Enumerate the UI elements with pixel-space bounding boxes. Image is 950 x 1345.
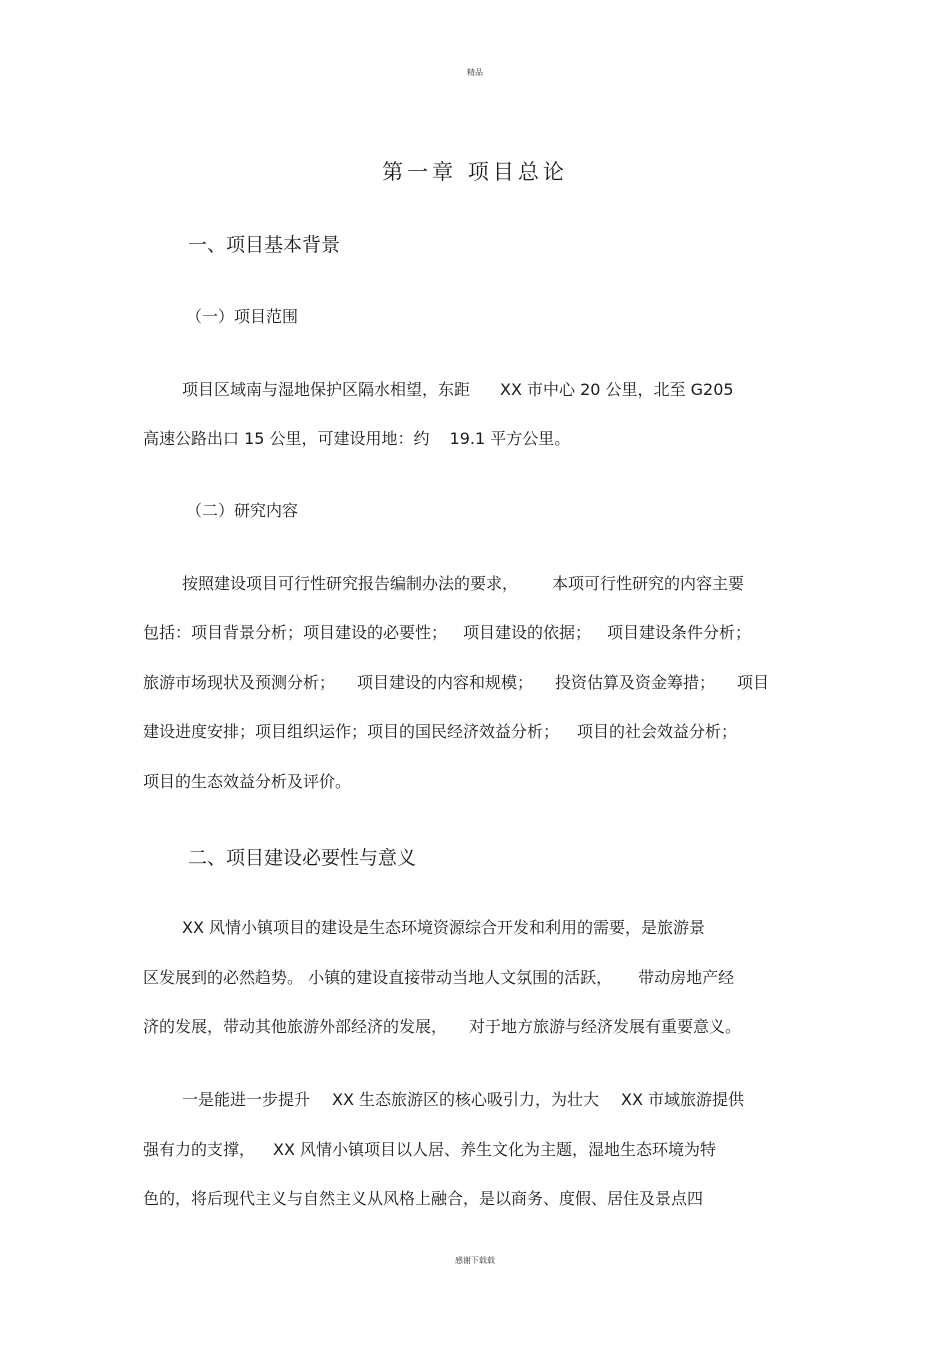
page-footer: 感谢下载载 xyxy=(455,1256,495,1265)
text-segment: 济的发展，带动其他旅游外部经济的发展， xyxy=(143,1017,448,1036)
paragraph-line xyxy=(143,719,737,742)
paragraph-line xyxy=(143,1014,741,1037)
text-segment: 项目的生态效益分析及评价。 xyxy=(143,772,352,791)
paragraph-line xyxy=(143,1137,716,1160)
text-segment: 带动房地产经 xyxy=(638,968,735,987)
text-segment: XX 风情小镇项目的建设是生态环境资源综合开发和利用的需要，是旅游景 xyxy=(182,918,706,937)
text-segment: 项目建设条件分析； xyxy=(607,623,752,642)
text-segment: 高速公路出口 15 公里，可建设用地：约 xyxy=(143,429,430,448)
text-segment: XX 市中心 20 公里，北至 G205 xyxy=(500,380,734,399)
paragraph-line xyxy=(143,620,751,643)
text-segment: 项目建设的依据； xyxy=(463,623,592,642)
paragraph-line xyxy=(182,377,734,400)
text-segment: 项目建设的内容和规模； xyxy=(357,673,534,692)
text-segment: 项目 xyxy=(737,673,770,692)
text-segment: 建设进度安排；项目组织运作；项目的国民经济效益分析； xyxy=(143,722,560,741)
text-segment: 投资估算及资金筹措； xyxy=(555,673,716,692)
text-segment: 本项可行性研究的内容主要 xyxy=(552,574,745,593)
sub-heading-project-scope: （一）项目范围 xyxy=(186,307,299,326)
section-heading-background: 一、项目基本背景 xyxy=(188,234,341,256)
text-segment: 色的，将后现代主义与自然主义从风格上融合，是以商务、度假、居住及景点四 xyxy=(143,1189,704,1208)
text-segment: 一是能进一步提升 xyxy=(182,1090,311,1109)
paragraph-line xyxy=(143,965,734,988)
text-segment: 区发展到的必然趋势。 小镇的建设直接带动当地人文氛围的活跃， xyxy=(143,968,613,987)
text-segment: XX 生态旅游区的核心吸引力，为壮大 xyxy=(332,1090,600,1109)
text-segment: 按照建设项目可行性研究报告编制办法的要求， xyxy=(182,574,519,593)
sub-heading-research-content: （二）研究内容 xyxy=(186,501,299,520)
paragraph-line xyxy=(143,426,570,449)
text-segment: 强有力的支撑， xyxy=(143,1140,256,1159)
text-segment: 对于地方旅游与经济发展有重要意义。 xyxy=(469,1017,742,1036)
paragraph-line xyxy=(143,1186,703,1209)
text-segment: XX 风情小镇项目以人居、养生文化为主题，湿地生态环境为特 xyxy=(273,1140,717,1159)
text-segment: 项目区域南与湿地保护区隔水相望，东距 xyxy=(182,380,471,399)
section-heading-necessity: 二、项目建设必要性与意义 xyxy=(188,847,417,869)
paragraph-line xyxy=(182,1087,744,1110)
paragraph-line xyxy=(143,670,769,693)
text-segment: 包括：项目背景分析；项目建设的必要性； xyxy=(143,623,448,642)
text-segment: 19.1 平方公里。 xyxy=(449,429,571,448)
paragraph-line xyxy=(182,915,705,938)
page-header: 精品 xyxy=(467,68,483,77)
text-segment: XX 市域旅游提供 xyxy=(621,1090,745,1109)
paragraph-line xyxy=(143,769,351,792)
text-segment: 旅游市场现状及预测分析； xyxy=(143,673,336,692)
text-segment: 项目的社会效益分析； xyxy=(577,722,738,741)
chapter-title: 第一章 项目总论 xyxy=(382,160,568,184)
paragraph-line xyxy=(182,571,744,594)
